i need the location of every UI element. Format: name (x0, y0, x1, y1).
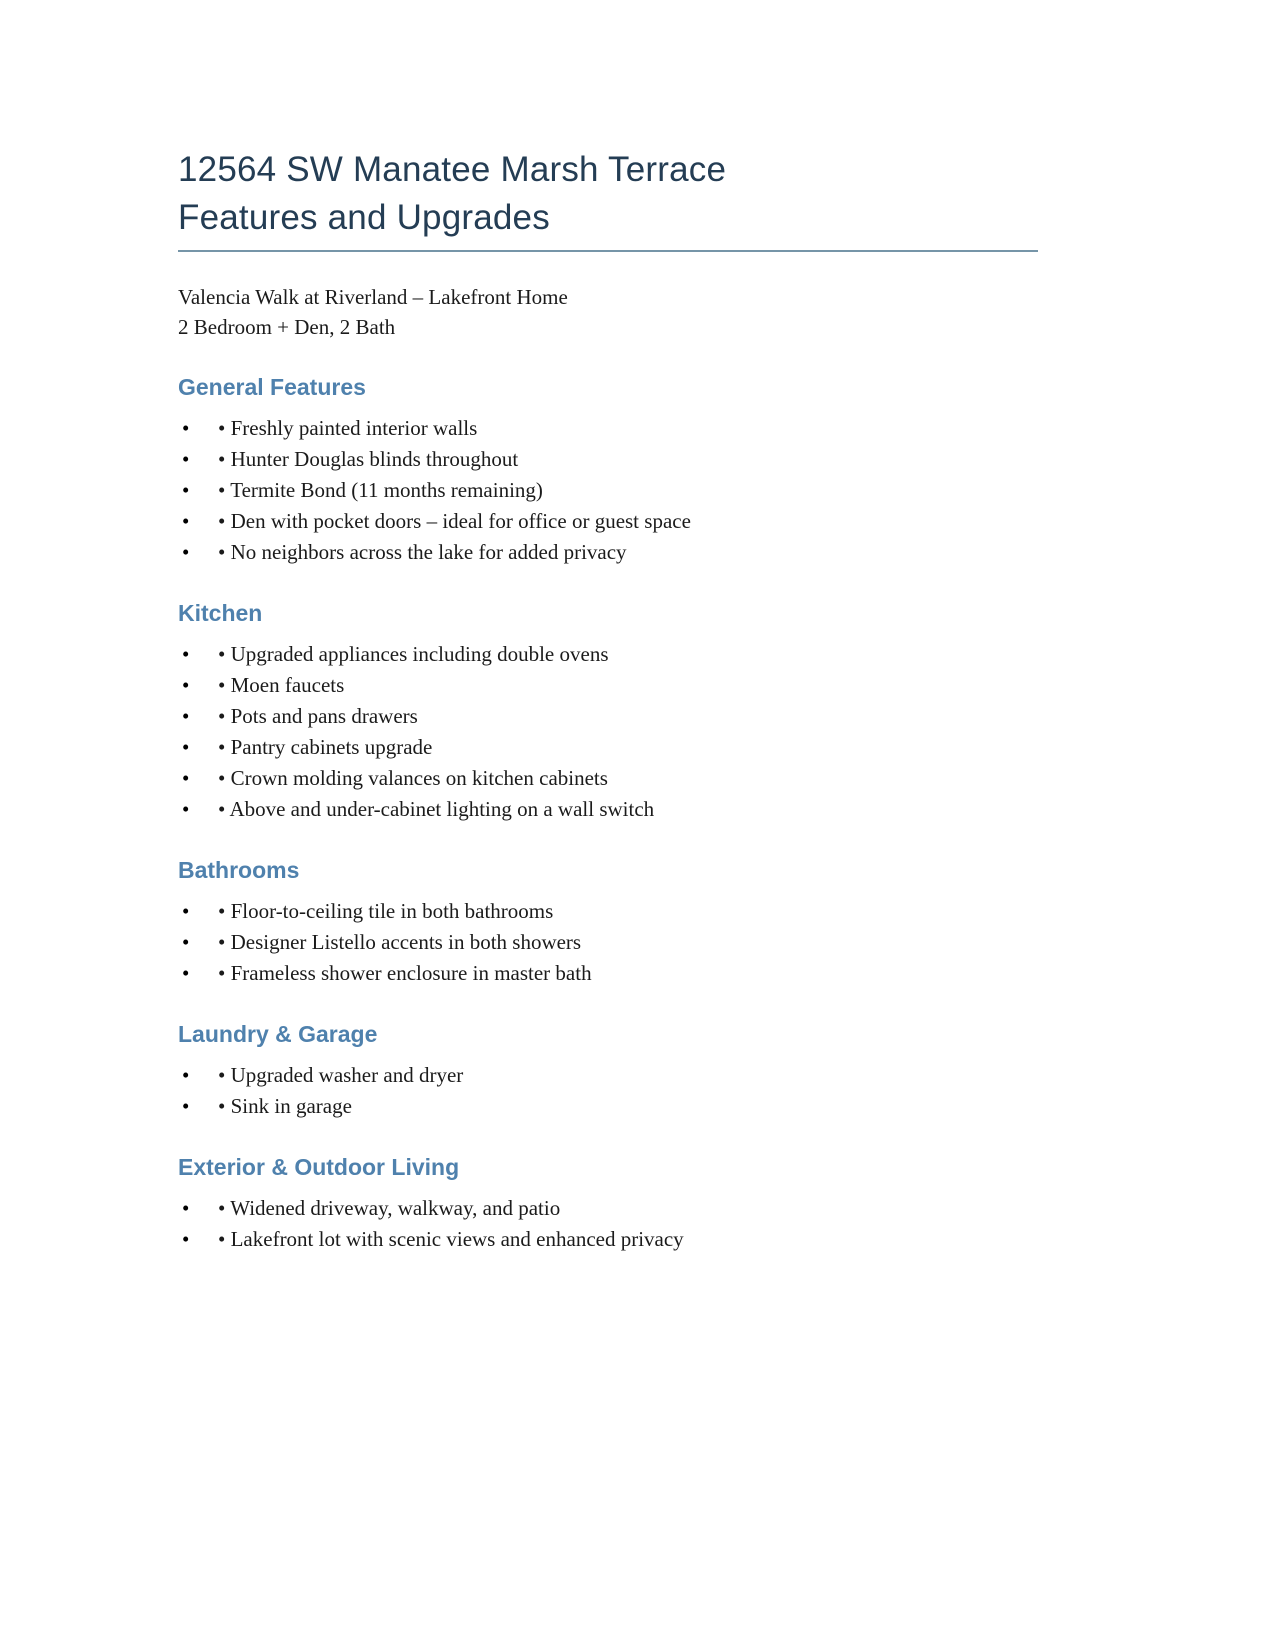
feature-list (178, 413, 1038, 568)
section-heading: Laundry & Garage (178, 1021, 378, 1047)
section-bathrooms (178, 857, 1038, 989)
subtitle-line-2: 2 Bedroom + Den, 2 Bath (178, 315, 396, 339)
list-item: • • Floor-to-ceiling tile in both bathrooms (178, 896, 1038, 927)
list-item: • • Designer Listello accents in both showers (178, 927, 1038, 958)
list-item: • • Pots and pans drawers (178, 701, 1038, 732)
list-item: • • Den with pocket doors – ideal for office or guest space (178, 506, 1038, 537)
feature-list (178, 1193, 1038, 1255)
subtitle-line-1: Valencia Walk at Riverland – Lakefront Home (178, 285, 568, 309)
document-content (178, 146, 1038, 1255)
title-divider (178, 250, 1038, 252)
list-item: • • Termite Bond (11 months remaining) (178, 475, 1038, 506)
section-kitchen (178, 600, 1038, 825)
list-item: • • Widened driveway, walkway, and patio (178, 1193, 1038, 1224)
list-item: • • Sink in garage (178, 1091, 1038, 1122)
list-item: • • Lakefront lot with scenic views and enhanced privacy (178, 1224, 1038, 1255)
section-exterior-outdoor-living (178, 1154, 1038, 1255)
section-heading: Kitchen (178, 600, 263, 626)
section-laundry-garage (178, 1021, 1038, 1122)
list-item: • • Crown molding valances on kitchen cabinets (178, 763, 1038, 794)
list-item: • • Upgraded appliances including double ovens (178, 639, 1038, 670)
feature-list (178, 896, 1038, 989)
list-item: • • Upgraded washer and dryer (178, 1060, 1038, 1091)
document-title (178, 146, 1038, 242)
list-item: • • Moen faucets (178, 670, 1038, 701)
document-subtitle (178, 282, 1038, 342)
list-item: • • Above and under-cabinet lighting on a wall switch (178, 794, 1038, 825)
document-title-line-2: Features and Upgrades (178, 198, 550, 237)
list-item: • • Hunter Douglas blinds throughout (178, 444, 1038, 475)
section-heading: Exterior & Outdoor Living (178, 1154, 460, 1180)
list-item: • • Frameless shower enclosure in master bath (178, 958, 1038, 989)
section-heading: General Features (178, 374, 366, 400)
document-title-line-1: 12564 SW Manatee Marsh Terrace (178, 150, 727, 189)
list-item: • • Pantry cabinets upgrade (178, 732, 1038, 763)
feature-list (178, 1060, 1038, 1122)
list-item: • • No neighbors across the lake for added privacy (178, 537, 1038, 568)
section-general-features (178, 374, 1038, 568)
feature-list (178, 639, 1038, 825)
section-heading: Bathrooms (178, 857, 300, 883)
list-item: • • Freshly painted interior walls (178, 413, 1038, 444)
